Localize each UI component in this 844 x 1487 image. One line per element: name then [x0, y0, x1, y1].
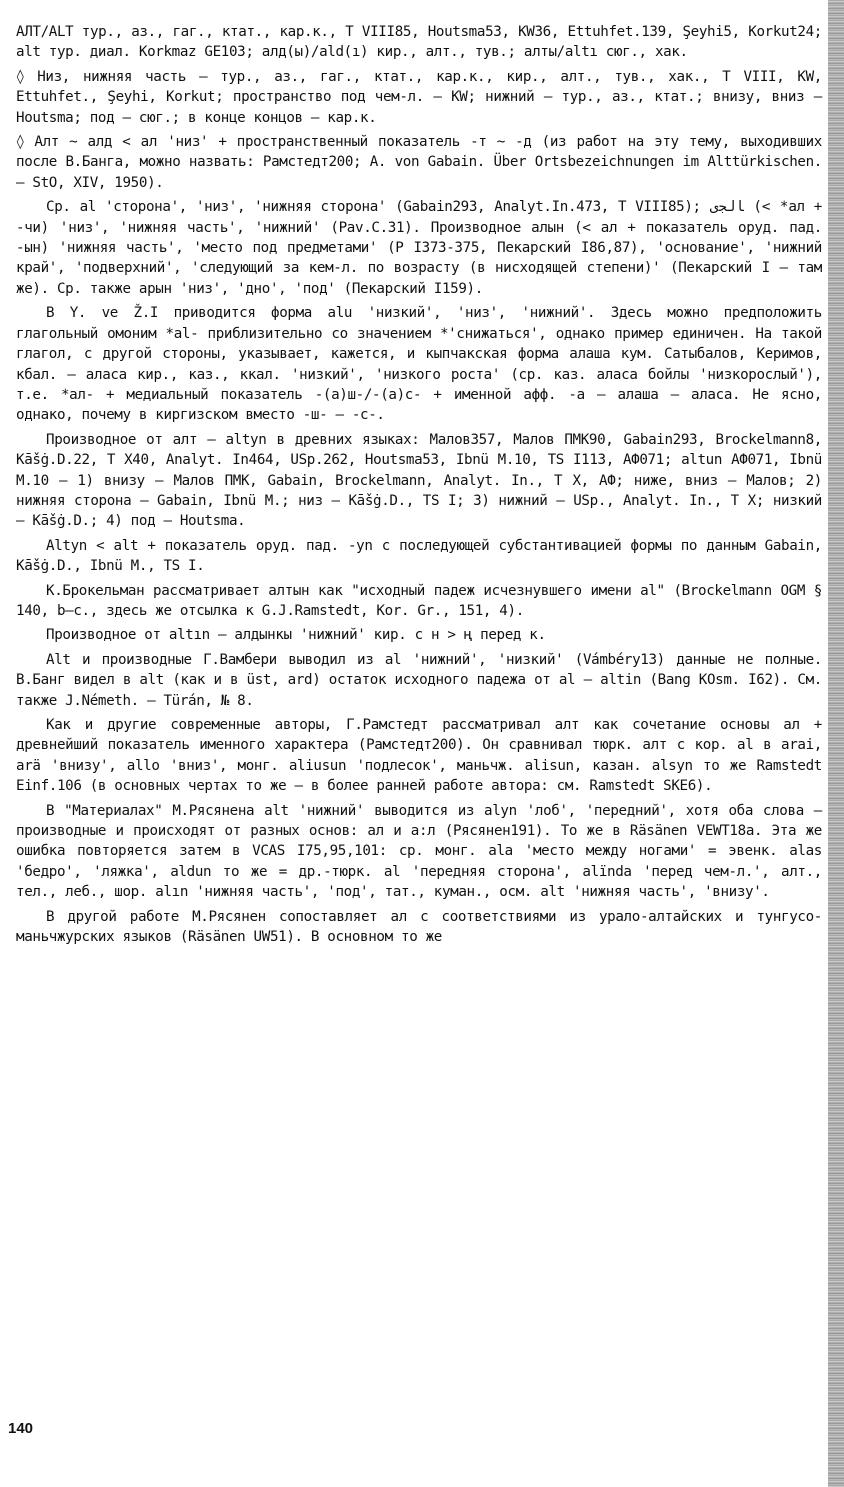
paragraph-altyn: Производное от алт – altyn в древних языках: Малов357, Малов ПМК90, Gabain293, Brockelmann8, Kāšġ.D.22, T X40, Analyt. In464, USp.262, Houtsma53, Ibnü M.10, TS I113, АФ071; altun АФ071, Ibnü M.10 – 1) внизу – Малов ПМК, Gabain, Brockelmann, Analyt. In., T X, АФ; ниже, вниз – Малов; 2) нижняя сторона – Gabain, Ibnü M.; низ – Kāšġ.D., TS I; 3) нижний – USp., Analyt. In., T X; низкий – Kāšġ.D.; 4) под – Houtsma.	[16, 431, 822, 530]
scan-edge	[828, 0, 844, 1487]
paragraph-meanings: ◊ Низ, нижняя часть – тур., аз., гаг., ктат., кар.к., кир., алт., тув., хак., T VIII, KW, Ettuhfet., Şeyhi, Korkut; пространство под чем-л. – KW; нижний – тур., аз., ктат.; внизу, вниз – Houtsma; под – сюг.; в конце концов – кар.к.	[16, 68, 822, 126]
paragraph-altyn-derivation: Altyn < alt + показатель оруд. пад. -yn с последующей субстантивацией формы по данным Gabain, Kāšġ.D., Ibnü M., TS I.	[16, 537, 822, 575]
paragraph-entry-header: АЛТ/ALT тур., аз., гаг., ктат., кар.к., T VIII85, Houtsma53, KW36, Ettuhfet.139, Şeyhi5, Korkut24; alt тур. диал. Korkmaz GE103; алд(ы)/ald(ı) кир., алт., тув.; алты/altı сюг., хак.	[16, 24, 822, 61]
paragraph-rasanen-other: В другой работе М.Рясянен сопоставляет ал с соответствиями из урало-алтайских и тунгусо-маньчжурских языков (Räsänen UW51). В основном то же	[16, 908, 822, 946]
paragraph-etymology: ◊ Алт ~ алд < ал 'низ' + пространственный показатель -т ~ -д (из работ на эту тему, выходивших после В.Банга, можно назвать: Рамстедт200; A. von Gabain. Über Ortsbezeichnungen im Alttürkischen. – StO, XIV, 1950).	[16, 134, 822, 191]
paragraph-aldynky: Производное от altın – алдынкы 'нижний' кир. с н > ң перед к.	[46, 627, 546, 644]
paragraph-brockelmann: К.Брокельман рассматривает алтын как "исходный падеж исчезнувшего имени al" (Brockelmann OGM § 140, b–c., здесь же отсылка к G.J.Ramstedt, Kor. Gr., 151, 4).	[16, 582, 822, 619]
page-number: 140	[8, 1420, 34, 1437]
paragraph-rasanen-materials: В "Материалах" М.Рясянена alt 'нижний' выводится из alyn 'лоб', 'передний', хотя оба слова – производные и происходят от разных основ: ал и а:л (Рясянен191). То же в Räsänen VEWT18a. Эта же ошибка повторяется затем в VCAS I75,95,101: ср. монг. ala 'место между ногами' = эвенк. alas 'бедро', 'ляжка', aldun то же = др.-тюрк. al 'передняя сторона', alïnda 'перед чем-л.', алт., тел., леб., шор. alın 'нижняя часть', 'под', тат., куман., осм. alt 'нижняя часть', 'внизу'.	[16, 802, 822, 901]
paragraph-alu-form: В Y. ve Ž.I приводится форма alu 'низкий', 'низ', 'нижний'. Здесь можно предположить глагольный омоним *al- приблизительно со значением *'снижаться', однако пример единичен. На такой глагол, с другой стороны, указывает, кажется, и кыпчакская форма алаша кум. Сатыбалов, Керимов, кбал. – аласа кир., каз., ккал. 'низкий', 'низкого роста' (ср. каз. аласа бойлы 'низкорослый'), т.е. *ал- + медиальный показатель -(а)ш-/-(а)с- + именной афф. -а – алаша – аласа. Не ясно, однако, почему в киргизском вместо -ш- – -с-.	[16, 305, 822, 424]
paragraph-ramstedt: Как и другие современные авторы, Г.Рамстедт рассматривал алт как сочетание основы ал + древнейший показатель именного характера (Рамстедт200). Он сравнивал тюрк. алт с кор. al в arai, arä 'внизу', allo 'вниз', монг. aliusun 'подлесок', маньчж. alisun, казан. alsyn то же Ramstedt Einf.106 (в основных чертах то же – в более ранней работе автора: см. Ramstedt SKE6).	[16, 717, 822, 795]
document-body	[16, 22, 822, 951]
paragraph-comparison: Ср. al 'сторона', 'низ', 'нижняя сторона' (Gabain293, Analyt.In.473, T VIII85); ﺎﻟﺠﻯ (< *ал + -чи) 'низ', 'нижняя часть', 'нижний' (Pav.C.31). Производное алын (< ал + показатель оруд. пад. -ын) 'нижняя часть', 'место под предметами' (P I373-375, Пекарский I86,87), 'основание', 'нижний край', 'подверхний', 'следующий за кем-л. по возрасту (в нисходящей степени)' (Пекарский I – там же). Ср. также арын 'низ', 'дно', 'под' (Пекарский I159).	[16, 199, 822, 297]
paragraph-vambery: Alt и производные Г.Вамбери выводил из al 'нижний', 'низкий' (Vámbéry13) данные не полные. В.Банг видел в alt (как и в üst, ard) остаток исходного падежа от al – altin (Bang KOsm. I62). См. также J.Németh. – Türán, № 8.	[16, 651, 822, 709]
